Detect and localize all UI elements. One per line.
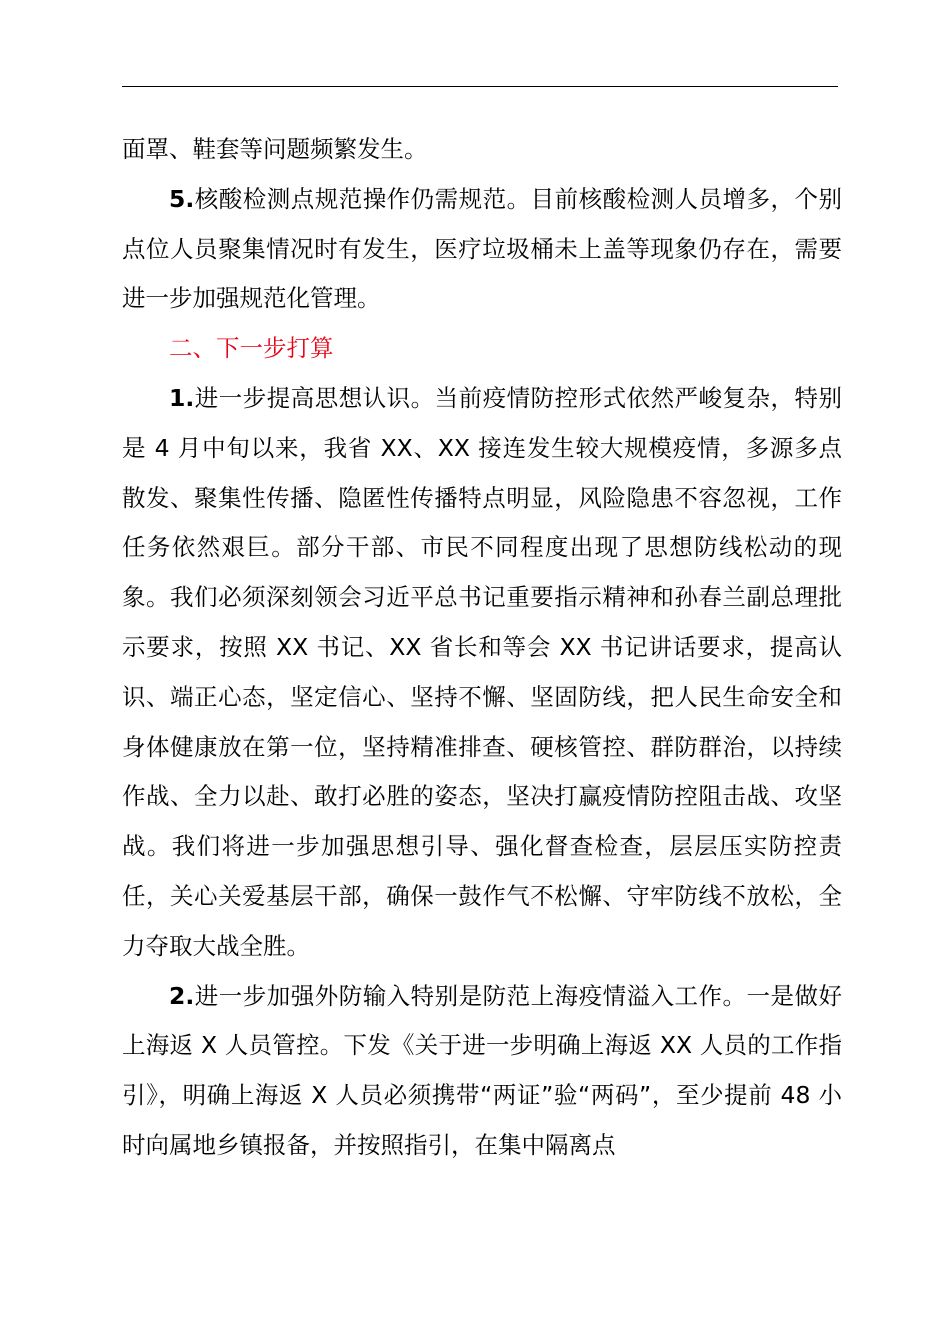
item-number: 2.	[169, 981, 195, 1010]
paragraph-item-5	[122, 175, 842, 324]
paragraph-text: 核酸检测点规范操作仍需规范。目前核酸检测人员增多，个别点位人员聚集情况时有发生，医疗垃圾桶未上盖等现象仍存在，需要进一步加强规范化管理。	[122, 184, 842, 313]
paragraph-continuation: 面罩、鞋套等问题频繁发生。	[122, 135, 428, 163]
document-body	[122, 125, 842, 1171]
paragraph-text: 进一步提高思想认识。当前疫情防控形式依然严峻复杂，特别是 4 月中旬以来，我省 XX、XX 接连发生较大规模疫情，多源多点散发、聚集性传播、隐匿性传播特点明显，风险隐患不容忽视，工作任务依然艰巨。部分干部、市民不同程度出现了思想防线松动的现象。我们必须深刻领会习近平总书记重要指示精神和孙春兰副总理批示要求，按照 XX 书记、XX 省长和等会 XX 书记讲话要求，提高认识、端正心态，坚定信心、坚持不懈、坚固防线，把人民生命安全和身体健康放在第一位，坚持精准排查、硬核管控、群防群治，以持续作战、全力以赴、敢打必胜的姿态，坚决打赢疫情防控阻击战、攻坚战。我们将进一步加强思想引导、强化督查检查，层层压实防控责任，关心关爱基层干部，确保一鼓作气不松懈、守牢防线不放松，全力夺取大战全胜。	[122, 383, 842, 960]
paragraph-text: 进一步加强外防输入特别是防范上海疫情溢入工作。一是做好上海返 X 人员管控。下发《关于进一步明确上海返 XX 人员的工作指引》，明确上海返 X 人员必须携带“两证”验“两码”，至少提前 48 小时向属地乡镇报备，并按照指引，在集中隔离点	[122, 981, 842, 1159]
paragraph-item-2	[122, 972, 842, 1171]
item-number: 1.	[169, 383, 195, 412]
section-heading: 二、下一步打算	[169, 334, 334, 363]
item-number: 5.	[169, 184, 195, 213]
paragraph-item-1	[122, 374, 842, 972]
header-rule	[122, 86, 838, 87]
